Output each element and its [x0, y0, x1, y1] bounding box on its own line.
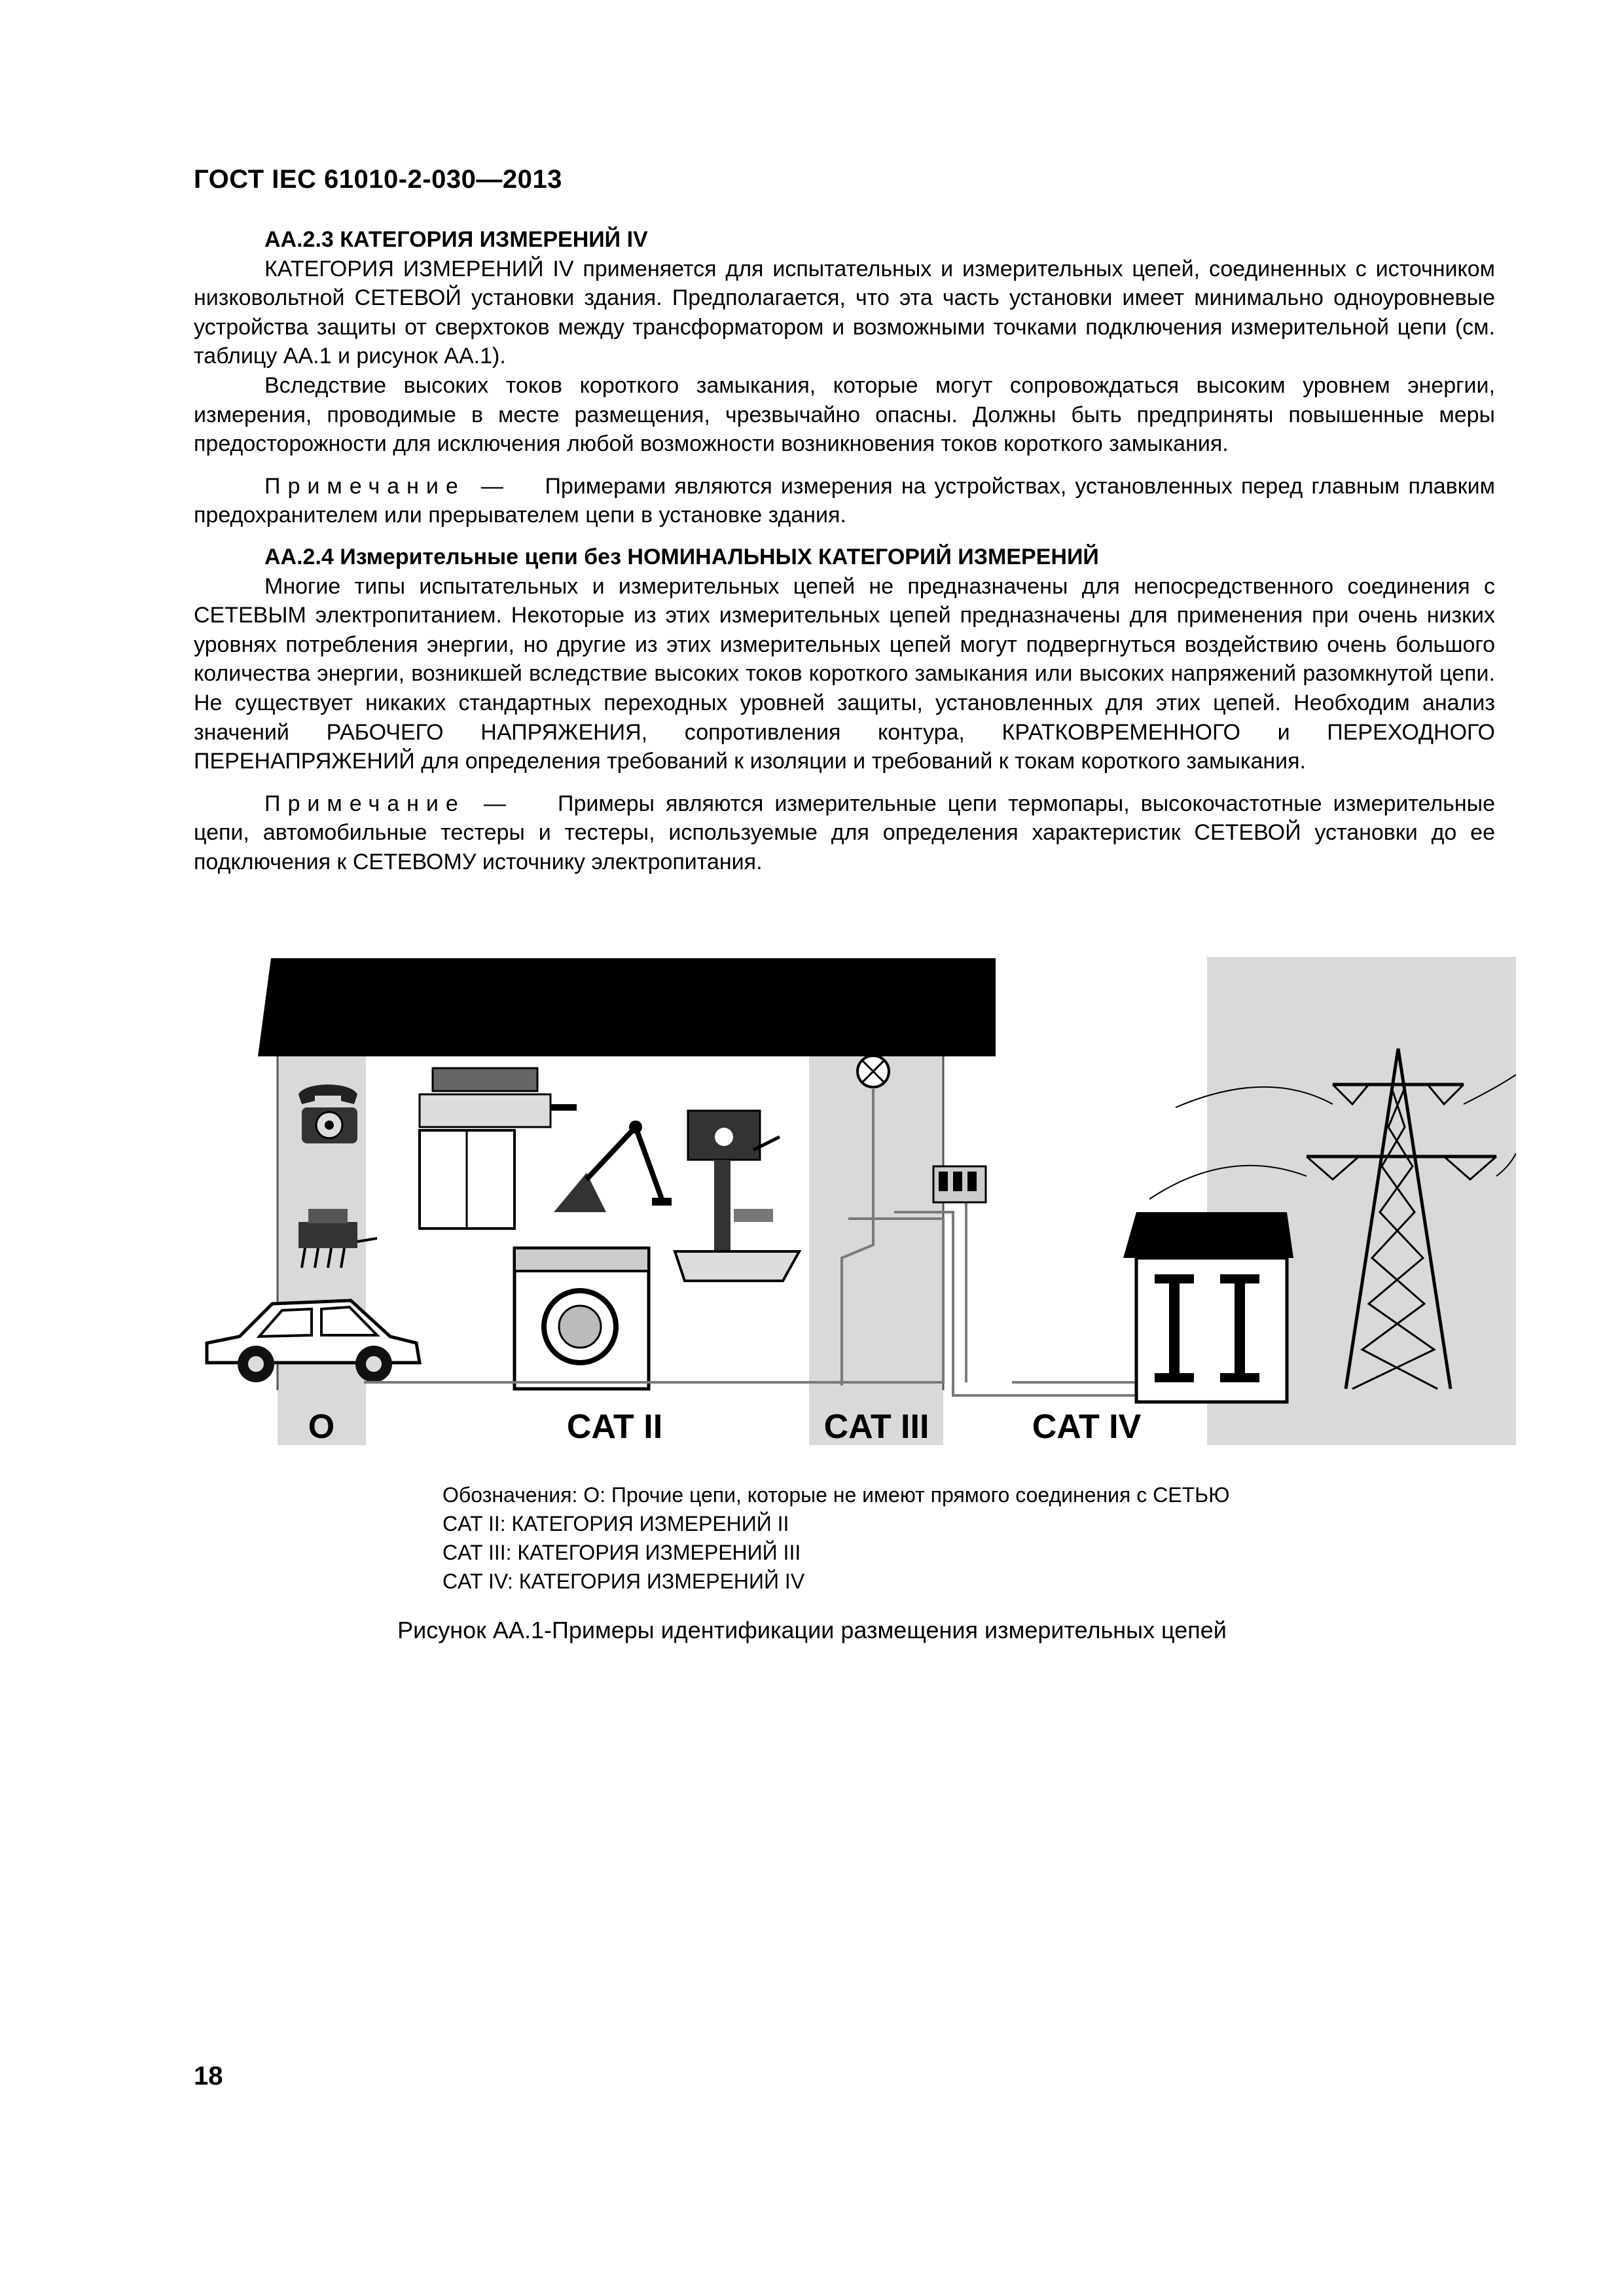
telephone-icon — [298, 1085, 357, 1143]
legend-line: CAT II: КАТЕГОРИЯ ИЗМЕРЕНИЙ II — [442, 1512, 789, 1535]
note — [194, 472, 1495, 530]
distribution-panel-icon — [933, 1166, 986, 1202]
drill-press-icon — [675, 1111, 799, 1281]
note-text: Примерами являются измерения на устройствах, установленных перед главным плавким предохранителем или прерывателем цепи в установке здания. — [194, 473, 1495, 528]
desk-lamp-icon — [554, 1121, 672, 1212]
section-heading: АА.2.3 КАТЕГОРИЯ ИЗМЕРЕНИЙ IV — [264, 227, 648, 252]
note-label: Примечание — — [264, 791, 513, 816]
note — [194, 789, 1495, 877]
paragraph: Многие типы испытательных и измерительных цепей не предназначены для непосредственного соединения с СЕТЕВЫМ электропитанием. Некоторые из этих измерительных цепей предназначены для применения при очень низких уровнях потребления энергии, но другие из этих измерительных цепей могут подвергнуться воздействию очень большого количества энергии, возникшей вследствие высоких токов короткого замыкания или высоких напряжений разомкнутой цепи. Не существует никаких стандартных переходных уровней защиты, установленных для этих цепей. Необходим анализ значений РАБОЧЕГО НАПРЯЖЕНИЯ, сопротивления контура, КРАТКОВРЕМЕННОГО и ПЕРЕХОДНОГО ПЕРЕНАПРЯЖЕНИЙ для определения требований к изоляции и требований к токам короткого замыкания. — [194, 573, 1495, 774]
zone-label-o: O — [308, 1408, 335, 1446]
zone-cat3-background — [809, 1056, 943, 1445]
figure-drawing — [194, 950, 1516, 1448]
legend-line: Обозначения: О: Прочие цепи, которые не имеют прямого соединения с СЕТЬЮ — [442, 1483, 1230, 1507]
zone-label-cat4: CAT IV — [1032, 1408, 1142, 1446]
legend-line: CAT IV: КАТЕГОРИЯ ИЗМЕРЕНИЙ IV — [442, 1570, 805, 1593]
note-label: Примечание — — [264, 473, 511, 499]
zone-label-cat3: CAT III — [823, 1408, 929, 1446]
section-heading: АА.2.4 Измерительные цепи без НОМИНАЛЬНЫХ КАТЕГОРИЙ ИЗМЕРЕНИЙ — [264, 545, 1099, 569]
section-aa-2-4 — [194, 543, 1495, 877]
paragraph: КАТЕГОРИЯ ИЗМЕРЕНИЙ IV применяется для испытательных и измерительных цепей, соединенных с источником низковольтной СЕТЕВОЙ установки здания. Предполагается, что эта часть установки имеет минимально одноуровневые устройства защиты от сверхтоков между трансформатором и возможными точками подключения измерительной цепи (см. таблицу АА.1 и рисунок АА.1). — [194, 256, 1495, 369]
measurement-categories-figure — [194, 950, 1516, 1448]
zone-label-cat2: CAT II — [566, 1408, 663, 1446]
section-aa-2-3 — [194, 225, 1495, 530]
house-roof — [258, 958, 996, 1056]
page-number: 18 — [194, 2062, 223, 2090]
washing-machine-icon — [514, 1248, 649, 1389]
paragraph: Вследствие высоких токов короткого замыкания, которые могут сопровождаться высоким уровнем энергии, измерения, проводимые в месте размещения, чрезвычайно опасны. Должны быть предприняты повышенные меры предосторожности для исключения любой возможности возникновения токов короткого замыкания. — [194, 372, 1495, 457]
copier-icon — [420, 1068, 577, 1229]
figure-legend — [442, 1480, 1229, 1596]
transformer-building-icon — [1123, 1212, 1293, 1402]
note-text: Примеры являются измерительные цепи термопары, высокочастотные измерительные цепи, автомобильные тестеры и тестеры, используемые для определения характеристик СЕТЕВОЙ установки до ее подключения к СЕТЕВОМУ источнику электропитания. — [194, 791, 1495, 874]
lamp-fixture-icon — [857, 1056, 889, 1087]
legend-line: CAT III: КАТЕГОРИЯ ИЗМЕРЕНИЙ III — [442, 1541, 801, 1564]
document-header: ГОСТ IEC 61010-2-030—2013 — [194, 165, 562, 194]
figure-caption: Рисунок АА.1-Примеры идентификации размещения измерительных цепей — [397, 1617, 1227, 1643]
